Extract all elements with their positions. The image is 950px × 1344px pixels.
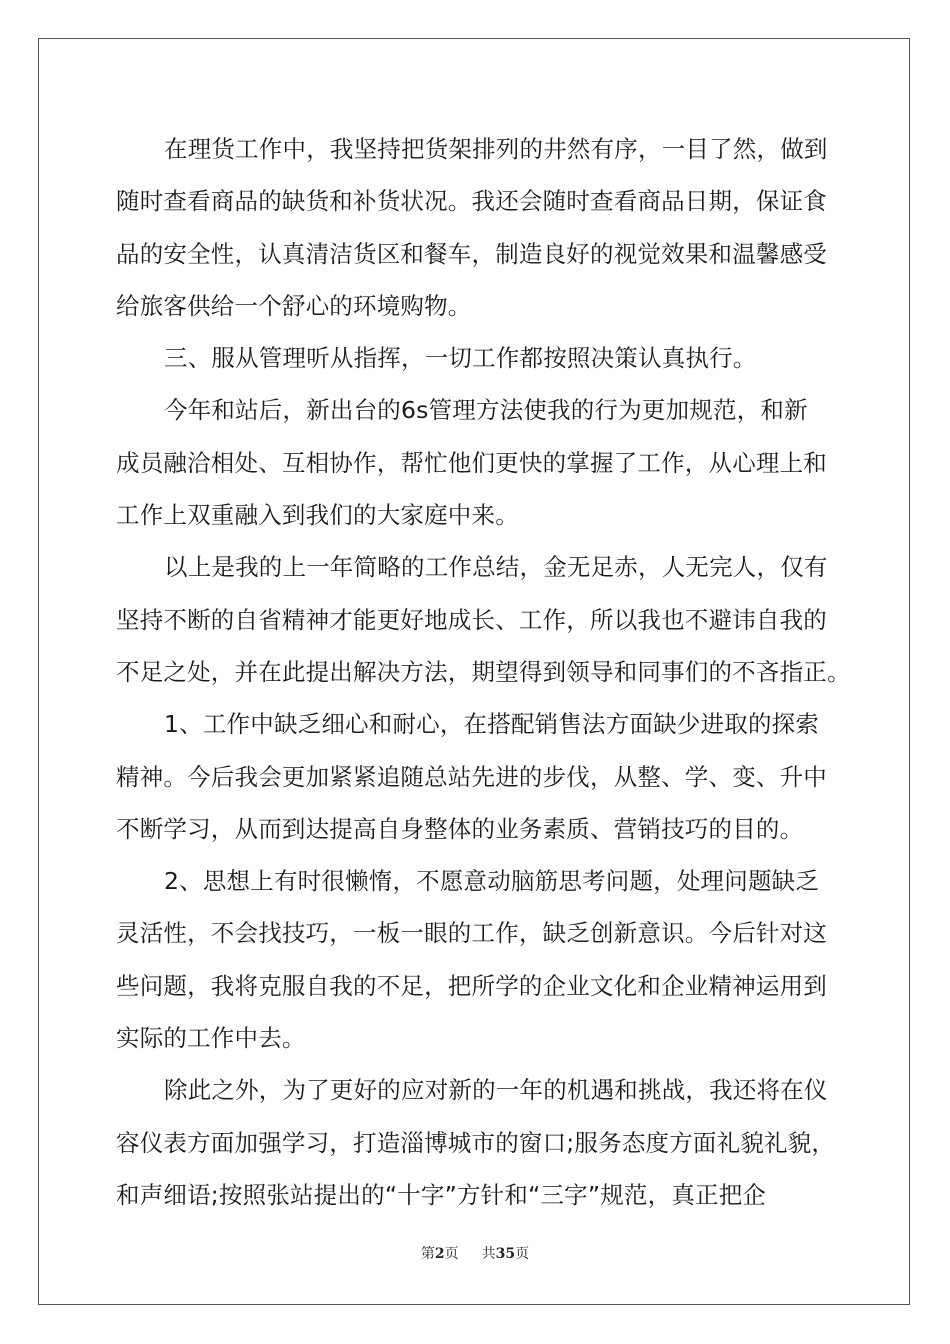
total-prefix: 共 — [481, 1246, 496, 1262]
paragraph-line: 除此之外，为了更好的应对新的一年的机遇和挑战，我还将在仪 — [164, 1076, 828, 1105]
list-item-line: 2、思想上有时很懒惰，不愿意动脑筋思考问题，处理问题缺乏 — [164, 867, 820, 896]
list-item-line: 灵活性，不会找技巧，一板一眼的工作，缺乏创新意识。今后针对这 — [116, 919, 827, 948]
page-prefix: 第 — [420, 1246, 435, 1262]
list-item-line: 精神。今后我会更加紧紧追随总站先进的步伐，从整、学、变、升中 — [116, 762, 827, 791]
list-item-line: 实际的工作中去。 — [116, 1024, 306, 1053]
document-body — [116, 123, 851, 1221]
paragraph-line: 给旅客供给一个舒心的环境购物。 — [116, 291, 472, 320]
section-heading: 三、服从管理听从指挥，一切工作都按照决策认真执行。 — [164, 344, 757, 373]
paragraph-line: 品的安全性，认真清洁货区和餐车，制造良好的视觉效果和温馨感受 — [116, 239, 827, 268]
paragraph-line: 容仪表方面加强学习，打造淄博城市的窗口;服务态度方面礼貌礼貌， — [116, 1128, 836, 1157]
total-pages: 35 — [495, 1246, 516, 1262]
paragraph-line: 不足之处，并在此提出解决方法，期望得到领导和同事们的不吝指正。 — [116, 657, 851, 686]
list-item-line: 不断学习，从而到达提高自身整体的业务素质、营销技巧的目的。 — [116, 814, 804, 843]
paragraph-line: 今年和站后，新出台的6s管理方法使我的行为更加规范，和新 — [164, 396, 808, 425]
page-footer — [0, 1243, 950, 1263]
paragraph-line: 在理货工作中，我坚持把货架排列的井然有序，一目了然，做到 — [164, 135, 828, 163]
page-number: 2 — [434, 1246, 445, 1262]
paragraph-line: 成员融洽相处、互相协作，帮忙他们更快的掌握了工作，从心理上和 — [116, 448, 827, 477]
paragraph-line: 坚持不断的自省精神才能更好地成长、工作，所以我也不避讳自我的 — [116, 605, 827, 634]
total-suffix: 页 — [515, 1246, 530, 1262]
list-item-line: 1、工作中缺乏细心和耐心，在搭配销售法方面缺少进取的探索 — [164, 710, 820, 739]
page-suffix: 页 — [444, 1246, 459, 1262]
list-item-line: 些问题，我将克服自我的不足，把所学的企业文化和企业精神运用到 — [116, 971, 827, 1000]
paragraph-line: 工作上双重融入到我们的大家庭中来。 — [116, 501, 519, 530]
paragraph-line: 以上是我的上一年简略的工作总结，金无足赤，人无完人，仅有 — [164, 553, 828, 582]
paragraph-line: 和声细语;按照张站提出的“十字”方针和“三字”规范，真正把企 — [116, 1180, 767, 1209]
paragraph-line: 随时查看商品的缺货和补货状况。我还会随时查看商品日期，保证食 — [116, 187, 827, 216]
